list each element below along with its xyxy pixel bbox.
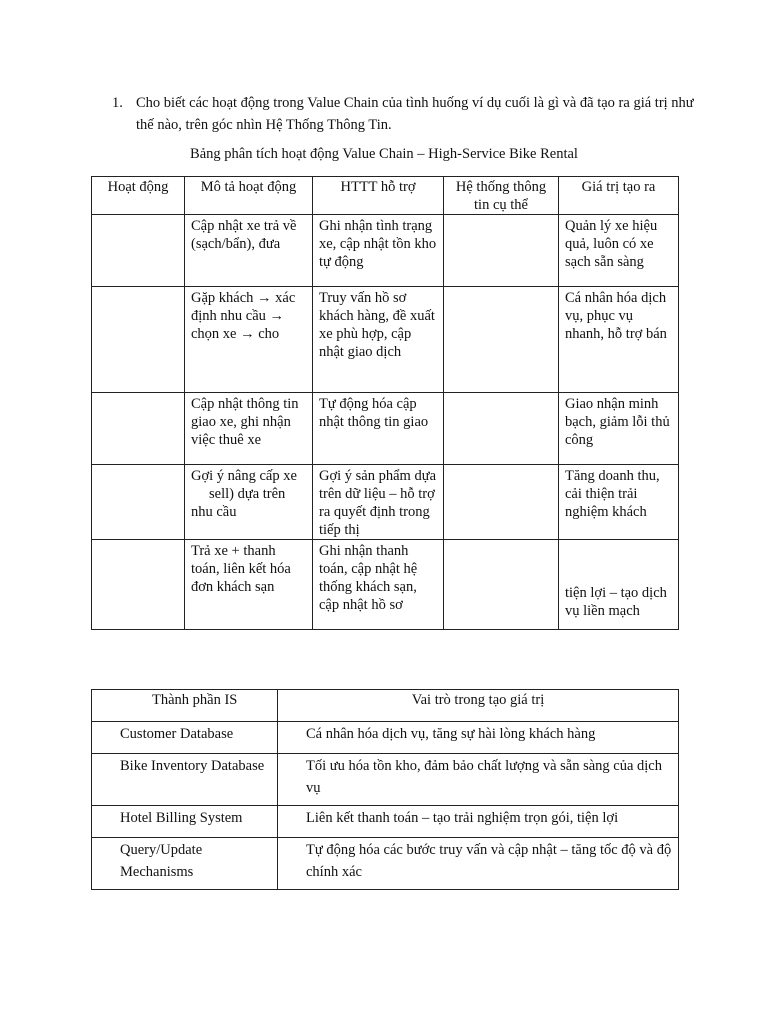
description-cell: Gặp khách → xác định nhu cầu → chọn xe → cho (185, 287, 313, 393)
activity-cell (92, 393, 185, 465)
support-cell: Ghi nhận thanh toán, cập nhật hệ thống khách sạn, cập nhật hồ sơ (313, 540, 444, 630)
header-cell: Mô tả hoạt động (185, 177, 313, 215)
header-cell: Thành phần IS (92, 690, 278, 722)
table-row (92, 287, 679, 393)
header-cell: Vai trò trong tạo giá trị (278, 690, 679, 722)
role-cell: Liên kết thanh toán – tạo trải nghiệm trọn gói, tiện lợi (278, 806, 679, 838)
role-cell: Cá nhân hóa dịch vụ, tăng sự hài lòng khách hàng (278, 722, 679, 754)
description-cell (185, 465, 313, 540)
description-cell: Trả xe + thanh toán, liên kết hóa đơn khách sạn (185, 540, 313, 630)
role-cell: Tự động hóa các bước truy vấn và cập nhật – tăng tốc độ và độ chính xác (278, 838, 679, 890)
value-cell: Giao nhận minh bạch, giảm lỗi thủ công (559, 393, 679, 465)
table-row (92, 215, 679, 287)
value-cell: Quản lý xe hiệu quả, luôn có xe sạch sẵn sàng (559, 215, 679, 287)
description-line: sell) dựa trên (209, 486, 286, 502)
table-row (92, 465, 679, 540)
description-line: nhu cầu (191, 504, 237, 520)
activity-cell (92, 215, 185, 287)
support-cell: Gợi ý sản phẩm dựa trên dữ liệu – hỗ trợ ra quyết định trong tiếp thị (313, 465, 444, 540)
value-cell: tiện lợi – tạo dịch vụ liền mạch (559, 540, 679, 630)
value-cell: Tăng doanh thu, cải thiện trải nghiệm khách (559, 465, 679, 540)
support-cell: Ghi nhận tình trạng xe, cập nhật tồn kho tự động (313, 215, 444, 287)
system-cell (444, 540, 559, 630)
support-cell: Truy vấn hồ sơ khách hàng, đề xuất xe phù hợp, cập nhật giao dịch (313, 287, 444, 393)
header-cell: Hệ thống thông tin cụ thể (444, 177, 559, 215)
activity-cell (92, 287, 185, 393)
table-row (92, 806, 679, 838)
component-cell: Query/Update Mechanisms (92, 838, 278, 890)
component-cell: Bike Inventory Database (92, 754, 278, 806)
table-row (92, 754, 679, 806)
value-cell: Cá nhân hóa dịch vụ, phục vụ nhanh, hỗ trợ bán (559, 287, 679, 393)
table-row (92, 722, 679, 754)
description-cell: Cập nhật xe trả về (sạch/bẩn), đưa (185, 215, 313, 287)
system-cell (444, 393, 559, 465)
system-cell (444, 465, 559, 540)
table-row (92, 393, 679, 465)
is-components-table (91, 689, 679, 890)
role-cell: Tối ưu hóa tồn kho, đảm bảo chất lượng và sẵn sàng của dịch vụ (278, 754, 679, 806)
header-cell: Hoạt động (92, 177, 185, 215)
table1-caption: Bảng phân tích hoạt động Value Chain – High-Service Bike Rental (190, 146, 578, 162)
component-cell: Hotel Billing System (92, 806, 278, 838)
component-cell: Customer Database (92, 722, 278, 754)
activity-cell (92, 540, 185, 630)
description-line: Gợi ý nâng cấp xe (191, 468, 297, 484)
value-chain-table (91, 176, 679, 630)
table-row (92, 540, 679, 630)
question-number: 1. (112, 95, 123, 111)
table-row (92, 838, 679, 890)
table-header-row (92, 177, 679, 215)
activity-cell (92, 465, 185, 540)
table-header-row (92, 690, 679, 722)
description-cell: Cập nhật thông tin giao xe, ghi nhận việc thuê xe (185, 393, 313, 465)
support-cell: Tự động hóa cập nhật thông tin giao (313, 393, 444, 465)
header-cell: HTTT hỗ trợ (313, 177, 444, 215)
question-text: Cho biết các hoạt động trong Value Chain của tình huống ví dụ cuối là gì và đã tạo ra giá trị như thế nào, trên góc nhìn Hệ Thống Thông Tin. (136, 95, 694, 133)
header-cell: Giá trị tạo ra (559, 177, 679, 215)
system-cell (444, 287, 559, 393)
system-cell (444, 215, 559, 287)
